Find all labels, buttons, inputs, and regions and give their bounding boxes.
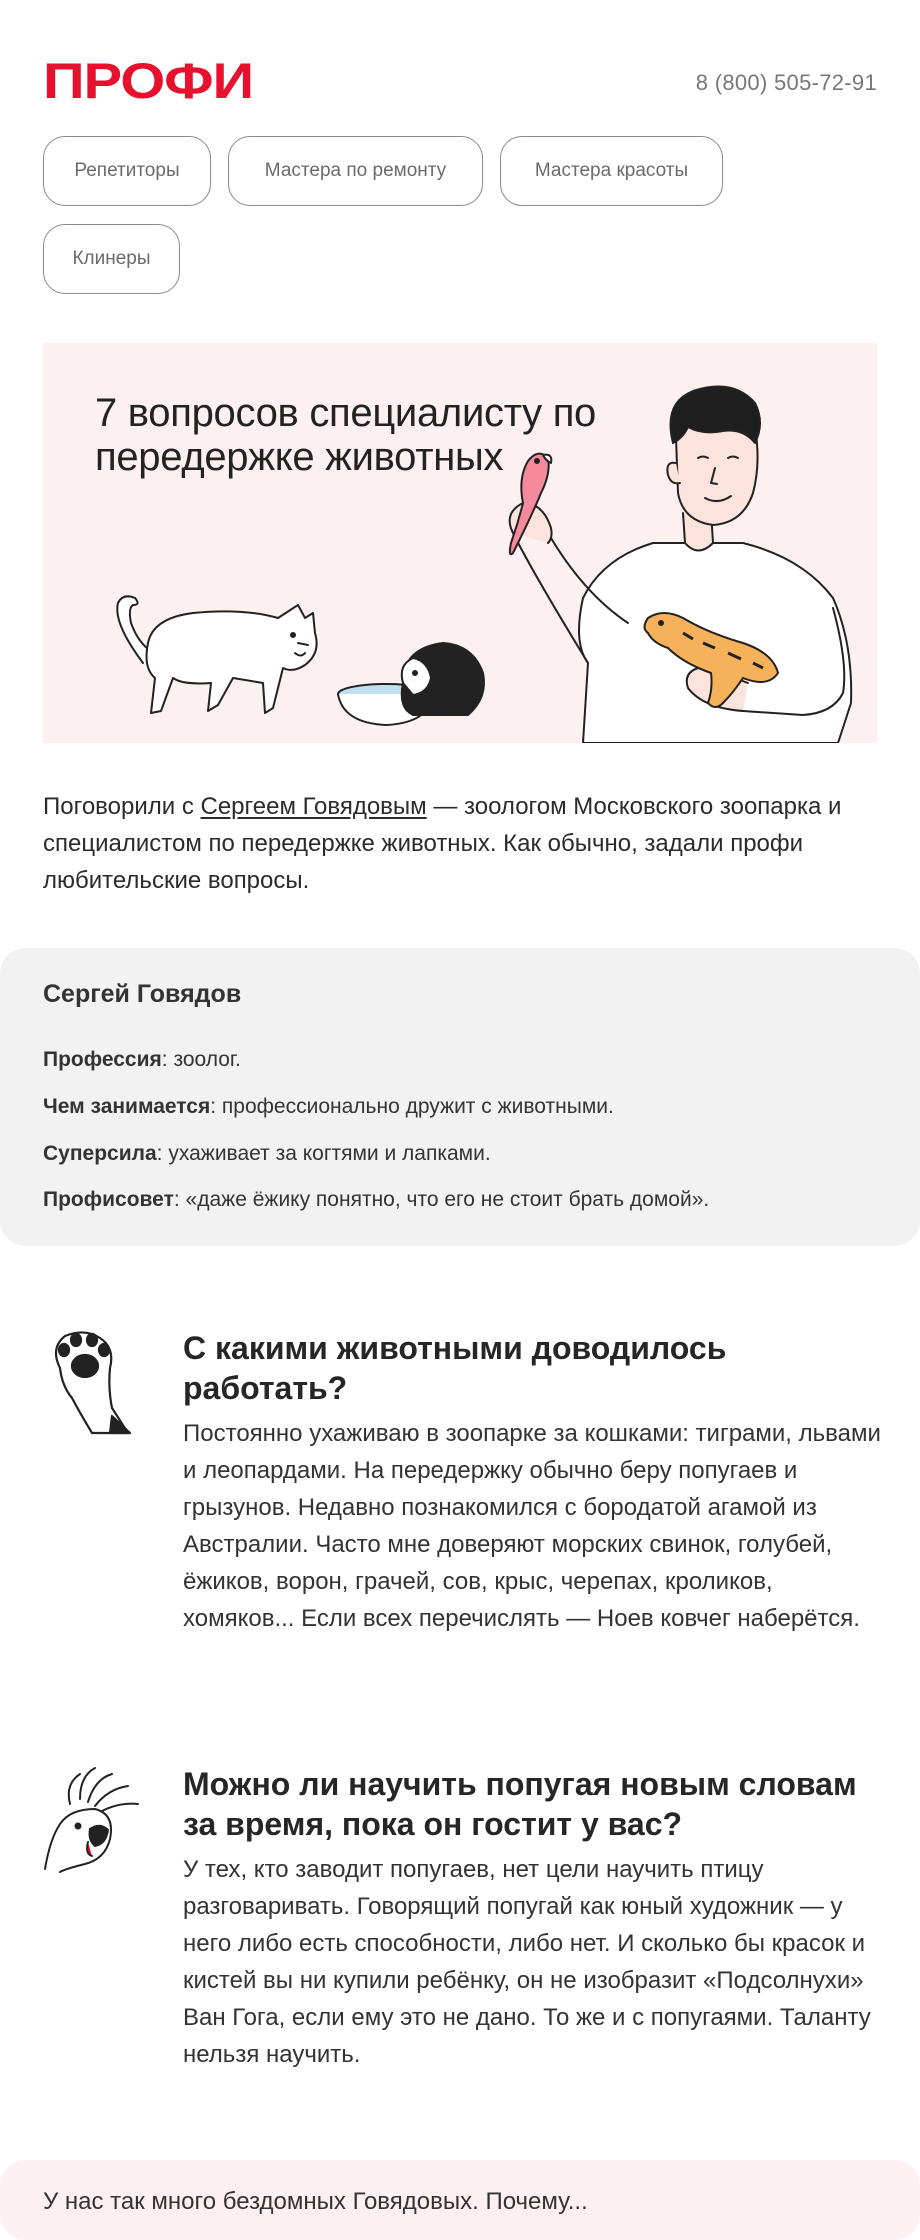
category-tutors[interactable]: Репетиторы	[43, 136, 211, 206]
answer-text: Постоянно ухаживаю в зоопарке за кошками: тиграми, львами и леопардами. На передержку обычно беру попугаев и грызунов. Недавно познакомился с бородатой агамой из Австралии. Часто мне доверяют морских свинок, голубей, ёжиков, ворон, грачей, сов, крыс, черепах, кроликов, хомяков... Если всех перечислять — Ноев ковчег наберётся.	[183, 1420, 881, 1632]
phone-number[interactable]: 8 (800) 505-72-91	[695, 70, 877, 95]
profi-logo[interactable]	[43, 58, 255, 102]
expert-profile-link[interactable]: Сергеем Говядовым	[200, 793, 427, 820]
category-cleaners[interactable]: Клинеры	[43, 224, 180, 294]
hero-title: 7 вопросов специалисту по передержке животных	[95, 391, 596, 479]
fact-label: Чем занимается	[43, 1095, 211, 1118]
svg-text:ПРОФИ: ПРОФИ	[43, 58, 253, 102]
fact-value: : ухаживает за когтями и лапками.	[156, 1142, 491, 1165]
fact-value: : профессионально дружит с животными.	[210, 1095, 614, 1118]
category-repair[interactable]: Мастера по ремонту	[228, 136, 483, 206]
fact-superpower	[43, 1142, 491, 1166]
intro-text-before: Поговорили с	[43, 793, 201, 820]
category-beauty[interactable]: Мастера красоты	[500, 136, 723, 206]
fact-advice	[43, 1188, 709, 1212]
fact-label: Суперсила	[43, 1142, 157, 1165]
fact-label: Профисовет	[43, 1188, 174, 1211]
header	[43, 58, 877, 108]
parrot-icon	[40, 1764, 145, 1874]
answer-text: У тех, кто заводит попугаев, нет цели научить птицу разговаривать. Говорящий попугай как юный художник — у него либо есть способности, либо нет. И сколько бы красок и кистей вы ни купили ребёнку, он не изобразит «Подсолнухи» Ван Гога, если ему это не дано. То же и с попугаями. Таланту нельзя научить.	[183, 1856, 871, 2068]
paw-icon	[40, 1328, 140, 1438]
intro-paragraph	[43, 788, 877, 899]
next-section-card	[0, 2160, 920, 2240]
intro-text-after: — зоологом Московского зоопарка и специалистом по передержке животных. Как обычно, задали профи любительские вопросы.	[43, 793, 842, 894]
expert-name: Сергей Говядов	[43, 980, 242, 1008]
question-title: С какими животными доводилось работать?	[183, 1330, 727, 1406]
fact-value: : «даже ёжику понятно, что его не стоит брать домой».	[173, 1188, 710, 1211]
question-title: Можно ли научить попугая новым словам за время, пока он гостит у вас?	[183, 1766, 857, 1842]
fact-occupation	[43, 1095, 614, 1119]
hero-banner	[43, 343, 877, 743]
fact-profession	[43, 1048, 241, 1072]
expert-card	[0, 948, 920, 1246]
fact-value: : зоолог.	[161, 1048, 241, 1071]
next-section-text: У нас так много бездомных Говядовых. Почему...	[43, 2188, 588, 2215]
fact-label: Профессия	[43, 1048, 162, 1071]
